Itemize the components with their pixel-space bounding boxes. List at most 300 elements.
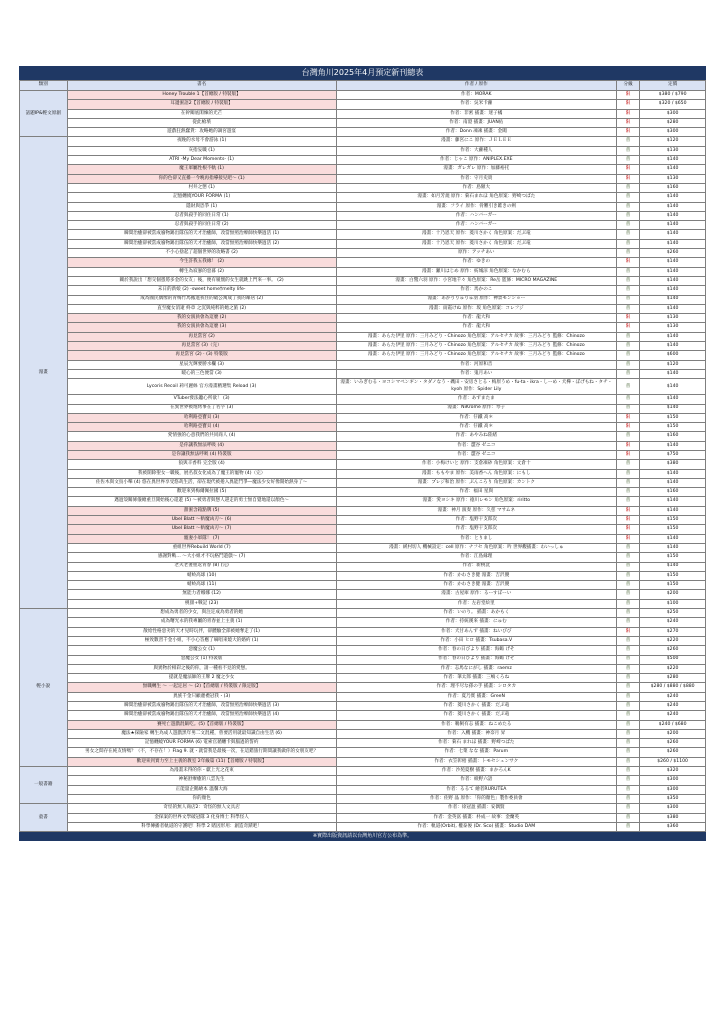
price-cell: $320 xyxy=(640,767,706,776)
class-cell: 普 xyxy=(616,137,639,146)
author-cell: 作者：菱川さかく 插畫：だぶ竜 xyxy=(336,711,616,720)
price-cell: $140 xyxy=(640,469,706,478)
table-row xyxy=(20,748,706,757)
class-cell: 普 xyxy=(616,379,639,395)
price-cell: $600 xyxy=(640,351,706,360)
table-row xyxy=(20,193,706,202)
author-cell: 作者：ハンバーガー xyxy=(336,211,616,220)
class-cell: 普 xyxy=(616,360,639,369)
price-cell: $150 xyxy=(640,581,706,590)
class-cell: 普 xyxy=(616,785,639,794)
title-cell: 惡魔公女 (1) xyxy=(67,646,336,655)
title-cell: 暖心的三色便當 (3) xyxy=(67,369,336,378)
table-row xyxy=(20,664,706,673)
title-cell: Lycoris Recoil 莉可麗絲 官方漫畫精選集 Reload (3) xyxy=(67,379,336,395)
price-cell: $380 xyxy=(640,813,706,822)
category-cell: 童書 xyxy=(20,804,68,832)
author-cell: 作者：いのり。 插畫：あかもく xyxy=(336,609,616,618)
table-row xyxy=(20,813,706,822)
class-cell: 普 xyxy=(616,295,639,304)
title-cell: 記憶纏繞YOUR FORMA (6) 電索官循纏卡與腦過的誓約 xyxy=(67,739,336,748)
author-cell: 作者：佐野 晶 原作：「你的顏色」製作委員會 xyxy=(336,794,616,803)
table-row xyxy=(20,581,706,590)
class-cell: 限 xyxy=(616,109,639,118)
price-cell: $130 xyxy=(640,323,706,332)
price-cell: $380 xyxy=(640,460,706,469)
table-row xyxy=(20,497,706,506)
author-cell: 作者：江島縁理 xyxy=(336,553,616,562)
price-cell: $140 xyxy=(640,562,706,571)
table-row xyxy=(20,525,706,534)
table-row xyxy=(20,729,706,738)
table-row xyxy=(20,118,706,127)
author-cell: 作者：南澄 插畫：JUAN佑 xyxy=(336,118,616,127)
class-cell: 限 xyxy=(616,450,639,459)
title-cell: 愛情強的心意我們的共同商人 (4) xyxy=(67,432,336,441)
author-cell: 作者：左岩堂絵里 xyxy=(336,599,616,608)
class-cell: 普 xyxy=(616,230,639,239)
header-class: 分級 xyxy=(616,81,639,91)
price-cell: $140 xyxy=(640,221,706,230)
author-cell: 漫畫：いみぎむる・ヨコシマペンギン・タダノなう・磯田・安房さとる・梅原うめ・fu-ta・ikra・しーめ・犬樺・ぼげもね・タチ・kyoh 原作：Spider Lily xyxy=(336,379,616,395)
author-cell: 作者：小田 ヒロ 插畫：Tsubasa.V xyxy=(336,636,616,645)
author-cell: 漫畫：十乃恩天 原作：菱川さかく 角色原案：だぶ竜 xyxy=(336,230,616,239)
title-cell: 魔法★探險家 轉生為成人遊戲黑年男二文混種，曾要活用就最知識自由生活 (6) xyxy=(67,729,336,738)
footer-note: ※實際出版資訊請以台灣角川官方公布為準。 xyxy=(19,832,706,841)
author-cell: 漫畫：あらた伊里 原作：三月みどり・Chinozo 角色原案：アルセチカ 故事：三月みどり 監修：Chinozo xyxy=(336,342,616,351)
price-cell: $360 xyxy=(640,822,706,831)
class-cell: 普 xyxy=(616,729,639,738)
class-cell: 普 xyxy=(616,249,639,258)
price-cell: $130 xyxy=(640,174,706,183)
author-cell: 作者：菱川さかく 插畫：だぶ竜 xyxy=(336,702,616,711)
table-row xyxy=(20,478,706,487)
class-cell: 普 xyxy=(616,711,639,720)
author-cell: 作者：とりまし xyxy=(336,534,616,543)
table-row xyxy=(20,553,706,562)
price-cell: $220 xyxy=(640,664,706,673)
class-cell: 普 xyxy=(616,571,639,580)
price-cell: $280 xyxy=(640,118,706,127)
price-cell: $240 xyxy=(640,692,706,701)
table-row xyxy=(20,460,706,469)
title-cell: 成為國民偶像的青梅竹馬搬進我住的破公寓成了我的鄰居 (2) xyxy=(67,295,336,304)
price-cell: $100 xyxy=(640,599,706,608)
title-cell: 忍者與殺手的同住日常 (2) xyxy=(67,221,336,230)
table-row xyxy=(20,342,706,351)
class-cell: 普 xyxy=(616,618,639,627)
price-cell: $160 xyxy=(640,183,706,192)
table-row xyxy=(20,590,706,599)
title-cell: 感謝對戰… ～大小姐才不玩格鬥遊戲～ (7) xyxy=(67,553,336,562)
title-cell: 狼與辛香料 完全版 (4) xyxy=(67,460,336,469)
price-cell: $140 xyxy=(640,369,706,378)
class-cell: 限 xyxy=(616,423,639,432)
title-cell: 老夫老妻重返青春 (8) (完) xyxy=(67,562,336,571)
class-cell: 普 xyxy=(616,304,639,313)
price-cell: $300 xyxy=(640,109,706,118)
table-row xyxy=(20,267,706,276)
class-cell: 限 xyxy=(616,128,639,137)
class-cell: 普 xyxy=(616,432,639,441)
author-cell: 作者：河原和音 xyxy=(336,360,616,369)
table-row xyxy=(20,767,706,776)
title-cell: 隱財與恐爭 (1) xyxy=(67,202,336,211)
author-cell: 作者：島額大 xyxy=(336,183,616,192)
author-cell: 漫畫：瀬川はじめ 原作：紡城涼 角色原案：なかむら xyxy=(336,267,616,276)
title-cell: 你的顏色 xyxy=(67,794,336,803)
table-row xyxy=(20,249,706,258)
author-cell: 漫畫：NiKrome 原作：琴子 xyxy=(336,404,616,413)
price-cell: $130 xyxy=(640,146,706,155)
author-cell: 作者：筆太郎 插畫：三嶋くろね xyxy=(336,674,616,683)
author-cell: 作者：馬かのこ xyxy=(336,286,616,295)
table-row xyxy=(20,128,706,137)
author-cell: 作者：春の日びより 插畫：海鶴 げそ xyxy=(336,646,616,655)
table-row xyxy=(20,239,706,248)
price-cell: $280 xyxy=(640,674,706,683)
price-cell: $220 xyxy=(640,636,706,645)
price-cell: $260 xyxy=(640,646,706,655)
title-cell: 不小心捨起了超個世界的攻略書 (2) xyxy=(67,249,336,258)
title-cell: 極致數習千金小姐，不小心答應了嘀唱來燒大的婚約 (1) xyxy=(67,636,336,645)
class-cell: 限 xyxy=(616,165,639,174)
author-cell: 作者：澀谷 ゼニコ xyxy=(336,441,616,450)
table-row xyxy=(20,395,706,404)
title-cell: 魔王軍屬性根不軌 (1) xyxy=(67,165,336,174)
table-row xyxy=(20,794,706,803)
title-cell: 無能力者娜娜 (12) xyxy=(67,590,336,599)
price-cell: $280 / $880 / $880 xyxy=(640,683,706,692)
title-cell: 末日的新娘 (2) -sweet home†melty life- xyxy=(67,286,336,295)
price-cell: $120 xyxy=(640,137,706,146)
category-cell: 輕小說 xyxy=(20,609,68,767)
table-row xyxy=(20,562,706,571)
release-list-sheet xyxy=(19,66,706,841)
title-cell: 我被開除聖女一職後，展名叔女化成為了魔王的寵物 (4)（完） xyxy=(67,469,336,478)
table-row xyxy=(20,683,706,692)
title-cell: 今生許我五我緣！ (2) xyxy=(67,258,336,267)
title-cell: 瞬間治癒卻被當成廢物踢出隊伍的天才治癒師，改當無照治療師快樂過活 (1) xyxy=(67,230,336,239)
table-row xyxy=(20,369,706,378)
class-cell: 限 xyxy=(616,413,639,422)
title-cell: 歡迎來到實力至上主義的教室 2年級篇 (11)【首總版 / 特裝版】 xyxy=(67,757,336,766)
price-cell: $150 xyxy=(640,516,706,525)
price-cell: $140 xyxy=(640,395,706,404)
table-row xyxy=(20,323,706,332)
table-row xyxy=(20,183,706,192)
table-row xyxy=(20,221,706,230)
author-cell: 漫畫：緩村切人 機械設定：cell 原作：ナフセ 角色原案：吟 世界觀插畫：わいっしゅ xyxy=(336,543,616,552)
table-row xyxy=(20,739,706,748)
table-row xyxy=(20,276,706,285)
title-cell: 我的女演員會為這麼 (3) xyxy=(67,323,336,332)
price-cell: $140 xyxy=(640,379,706,395)
class-cell: 普 xyxy=(616,478,639,487)
author-cell: 作者：大蘿種人 xyxy=(336,146,616,155)
price-cell: $120 xyxy=(640,360,706,369)
title-cell: 再見當宮 (2) xyxy=(67,332,336,341)
title-cell: 正能量企鵝繪本 溫馨大海 xyxy=(67,785,336,794)
author-cell: 作者：七菜 なな 插畫：Parum xyxy=(336,748,616,757)
author-cell: 作者：ハンバーガー xyxy=(336,221,616,230)
table-row xyxy=(20,469,706,478)
title-cell: 是你讓我無法呼吸 (4) 特裝版 xyxy=(67,450,336,459)
table-row xyxy=(20,441,706,450)
table-row xyxy=(20,404,706,413)
author-cell: 漫畫：愛ヨシキ 原作：徳川レモン 角色原案：riritto xyxy=(336,497,616,506)
price-cell: $140 xyxy=(640,230,706,239)
price-cell: $140 xyxy=(640,332,706,341)
title-cell: 星辰光輝要勝水欄 (3) xyxy=(67,360,336,369)
author-cell: 作者：MORAK xyxy=(336,91,616,100)
price-cell: $300 xyxy=(640,785,706,794)
author-cell: 作者：軌道(Orbit), 權泰俊 (Dr. Sco) 插畫：Studio DAM xyxy=(336,822,616,831)
class-cell: 限 xyxy=(616,118,639,127)
author-cell: 漫畫：藤宮にこ 原作：ＪＥＬＥＥ xyxy=(336,137,616,146)
table-row xyxy=(20,804,706,813)
price-cell: $240 xyxy=(640,618,706,627)
author-cell: 作者：守月史貴 xyxy=(336,174,616,183)
class-cell: 普 xyxy=(616,351,639,360)
class-cell: 普 xyxy=(616,497,639,506)
table-row xyxy=(20,720,706,729)
class-cell: 普 xyxy=(616,609,639,618)
price-cell: $260 xyxy=(640,739,706,748)
table-row xyxy=(20,295,706,304)
class-cell: 限 xyxy=(616,91,639,100)
author-cell: 作者：仔鐵 高＊ xyxy=(336,413,616,422)
table-row xyxy=(20,174,706,183)
author-cell: 作者：志馬なにがし 插畫：raemz xyxy=(336,664,616,673)
price-cell: $140 xyxy=(640,193,706,202)
class-cell: 普 xyxy=(616,553,639,562)
author-cell: 作者：理不尽な孫の手 插畫：シロタカ xyxy=(336,683,616,692)
title-cell: 提就是魔法師的王牌 2 魔之少女 xyxy=(67,674,336,683)
table-row xyxy=(20,488,706,497)
author-cell: 漫畫：古屋庫 原作：るーすぼーい xyxy=(336,590,616,599)
class-cell: 普 xyxy=(616,581,639,590)
table-row xyxy=(20,137,706,146)
table-row xyxy=(20,413,706,422)
price-cell: $300 xyxy=(640,776,706,785)
table-row xyxy=(20,534,706,543)
title-cell: 金探案的世界文學破冠隊 3 化身博士 科學怪人 xyxy=(67,813,336,822)
title-cell: 寵妻小軍隊！ (7) xyxy=(67,534,336,543)
class-cell: 普 xyxy=(616,156,639,165)
class-cell: 限 xyxy=(616,323,639,332)
table-row xyxy=(20,785,706,794)
title-cell: 蜻蛉高球 (10) xyxy=(67,571,336,580)
class-cell: 普 xyxy=(616,332,639,341)
author-cell: 原作：アッチあい xyxy=(336,249,616,258)
author-cell: 漫畫：如月芳規 原作：菊石まれほ 角色原案：野崎つばた xyxy=(336,193,616,202)
price-cell: $140 xyxy=(640,286,706,295)
author-cell: 作者：鬼月あい xyxy=(336,369,616,378)
title-cell: 我的女演員會為這麼 (2) xyxy=(67,314,336,323)
author-cell: 作者：澀谷 ゼニコ xyxy=(336,450,616,459)
author-cell: 作者：福田 星與 xyxy=(336,488,616,497)
price-cell: $150 xyxy=(640,571,706,580)
author-cell: 漫畫：フライ 原作：骨難引き錐きの剣 xyxy=(336,202,616,211)
author-cell: 作者：小梅けいと 原作：支倉凍砂 角色原案：文倉十 xyxy=(336,460,616,469)
price-cell: $130 xyxy=(640,314,706,323)
price-cell: $140 xyxy=(640,267,706,276)
class-cell: 普 xyxy=(616,488,639,497)
price-cell: $140 xyxy=(640,202,706,211)
author-cell: 作者：かわさき健 漫畫：吉沢優 xyxy=(336,571,616,580)
table-row xyxy=(20,655,706,664)
table-row xyxy=(20,100,706,109)
author-cell: 作者：入機 插畫：神奈月 昇 xyxy=(336,729,616,738)
class-cell: 普 xyxy=(616,739,639,748)
title-cell: 惡魔公女 (1) 特裝版 xyxy=(67,655,336,664)
title-cell: 瞬間治癒卻被當成廢物踢出隊伍的天才治癒師，改當無照治療師快樂過活 (2) xyxy=(67,239,336,248)
author-cell: 作者：夏乃實 插畫：GreeN xyxy=(336,692,616,701)
author-cell: 作者：鵜飼有志 插畫：ねこめたる xyxy=(336,720,616,729)
author-cell: 作者：吳米卡蘿 xyxy=(336,100,616,109)
title-cell: 關於我說出「想交個憑將多金的女友」後，便有履懷的女生就跳上門來一事。 (2) xyxy=(67,276,336,285)
price-cell: $320 / $650 xyxy=(640,100,706,109)
class-cell: 普 xyxy=(616,183,639,192)
category-cell: 話題IP&輕文原創 xyxy=(20,91,68,137)
title-cell: 記憶纏繞YOUR FORMA (1) xyxy=(67,193,336,202)
title-cell: 夜晚的水母不會游泳 (1) xyxy=(67,137,336,146)
table-row xyxy=(20,286,706,295)
price-cell: $140 xyxy=(640,295,706,304)
author-cell: 作者：あやみね陸緒 xyxy=(336,432,616,441)
title-cell: 從此槍墳 xyxy=(67,118,336,127)
title-cell: 重組世界Rebuild World (7) xyxy=(67,543,336,552)
title-cell: 與異物於相彩之後的你，請一種看不見的愛戀。 xyxy=(67,664,336,673)
title-cell: 是你讓我無法呼吸 (4) xyxy=(67,441,336,450)
class-cell: 普 xyxy=(616,369,639,378)
class-cell: 普 xyxy=(616,655,639,664)
class-cell: 普 xyxy=(616,562,639,571)
title-cell: 科學傳播者軌道的守護吧！科學 2 賭因形用：創造奇蹟吧！ xyxy=(67,822,336,831)
page-title: 台灣角川2025年4月預定新刊總表 xyxy=(19,66,706,80)
class-cell: 普 xyxy=(616,193,639,202)
price-cell: $140 xyxy=(640,156,706,165)
price-cell: $380 / $790 xyxy=(640,91,706,100)
author-cell: 漫畫：十乃恩天 原作：菱川さかく 角色原案：だぶ竜 xyxy=(336,239,616,248)
author-cell: 作者：仔鐵 高＊ xyxy=(336,423,616,432)
author-cell: 作者：塩野干支郎次 xyxy=(336,525,616,534)
title-cell: 蜻蛉高球 (11) xyxy=(67,581,336,590)
title-cell: 忍者與殺手的同住日常 (1) xyxy=(67,211,336,220)
class-cell: 普 xyxy=(616,720,639,729)
author-cell: 作者：春の日びより 插畫：海鶴 げそ xyxy=(336,655,616,664)
class-cell: 普 xyxy=(616,286,639,295)
table-row xyxy=(20,314,706,323)
table-row xyxy=(20,599,706,608)
class-cell: 普 xyxy=(616,664,639,673)
table-row xyxy=(20,360,706,369)
author-cell: 漫畫：白鷺六羽 原作：小宮地千々 角色原案：Re岳 監修：MICRO MAGAZINE xyxy=(336,276,616,285)
author-cell: 作者：ゆきの xyxy=(336,258,616,267)
price-cell: $200 xyxy=(640,729,706,738)
author-cell: 漫畫：ももやま 原作：美雨香へん 角色原案：にもし xyxy=(336,469,616,478)
table-row xyxy=(20,146,706,155)
table-row xyxy=(20,351,706,360)
table-row xyxy=(20,91,706,100)
table-row xyxy=(20,776,706,785)
title-cell: 散給性格惡劣的天才兒時玩伴，卻體驗全部被她奪走了(1) xyxy=(67,627,336,636)
title-cell: 哈利路亞寶貝 (4) xyxy=(67,423,336,432)
title-cell: 瞬間治癒卻被當成廢物踢出隊伍的天才治癒師，改當無照治療師快樂過活 (4) xyxy=(67,711,336,720)
title-cell: Ubel Blatt ～斬魔凶刃～ (7) xyxy=(67,525,336,534)
table-row xyxy=(20,627,706,636)
class-cell: 普 xyxy=(616,646,639,655)
class-cell: 普 xyxy=(616,543,639,552)
price-cell: $240 xyxy=(640,711,706,720)
header-author: 作者 / 原作 xyxy=(336,81,616,91)
table-row xyxy=(20,674,706,683)
table-body xyxy=(20,91,706,832)
category-cell: 漫畫 xyxy=(20,137,68,609)
price-cell: $500 xyxy=(640,655,706,664)
price-cell: $140 xyxy=(640,258,706,267)
class-cell: 普 xyxy=(616,211,639,220)
price-cell: $750 xyxy=(640,450,706,459)
title-cell: 賽死亡遊戲混飯吃。(5)【首總版 / 特裝版】 xyxy=(67,720,336,729)
table-row xyxy=(20,423,706,432)
price-cell: $140 xyxy=(640,441,706,450)
class-cell: 普 xyxy=(616,342,639,351)
class-cell: 普 xyxy=(616,267,639,276)
price-cell: $260 xyxy=(640,249,706,258)
class-cell: 普 xyxy=(616,590,639,599)
class-cell: 普 xyxy=(616,813,639,822)
class-cell: 普 xyxy=(616,202,639,211)
author-cell: 作者：るるて 繪者RURUTEA xyxy=(336,785,616,794)
author-cell: 作者：沙苑夏樹 插畫：まかろんK xyxy=(336,767,616,776)
title-cell: 甜蜜含箱點牌 (5) xyxy=(67,506,336,515)
title-cell: 耳邊蜜語2【首總版 / 特裝版】 xyxy=(67,100,336,109)
price-cell: $150 xyxy=(640,553,706,562)
class-cell: 限 xyxy=(616,441,639,450)
title-cell: 異族千金只顧慮禮冠我・(3) xyxy=(67,692,336,701)
table-row xyxy=(20,609,706,618)
table-row xyxy=(20,202,706,211)
price-cell: $140 xyxy=(640,404,706,413)
price-cell: $140 xyxy=(640,239,706,248)
class-cell: 限 xyxy=(616,516,639,525)
table-row xyxy=(20,304,706,313)
author-cell: 作者：菊石 まれほ 插畫：野崎つばた xyxy=(336,739,616,748)
price-cell: $350 xyxy=(640,794,706,803)
title-cell: 歡迎來到梅爾佩拉國 (5) xyxy=(67,488,336,497)
class-cell: 限 xyxy=(616,627,639,636)
category-cell: 一般書籍 xyxy=(20,767,68,804)
price-cell: $260 xyxy=(640,748,706,757)
class-cell: 普 xyxy=(616,804,639,813)
title-cell: 村井之戀 (1) xyxy=(67,183,336,192)
author-cell: 作者：持統漢來 插畫：にゅむ xyxy=(336,618,616,627)
title-cell: 在幹關底閑煉的光芒 xyxy=(67,109,336,118)
title-cell: 轉生為寂寥的惡暮 (2) xyxy=(67,267,336,276)
price-cell: $140 xyxy=(640,304,706,313)
table-row xyxy=(20,156,706,165)
price-cell: $240 / $680 xyxy=(640,720,706,729)
author-cell: 漫畫：あらた伊里 原作：三月みどり・Chinozo 角色原案：アルセチカ 故事：三月みどり 監修：Chinozo xyxy=(336,351,616,360)
price-cell: $140 xyxy=(640,534,706,543)
title-cell: 奇怪的無人商店2：奇怪的無人文具店 xyxy=(67,804,336,813)
title-cell: 桃甜+戰記 (23) xyxy=(67,599,336,608)
title-cell: 成為曙光永的我專屬的青春並上主義 (1) xyxy=(67,618,336,627)
title-cell: 佐佐木與文鳥小嗶 (4) 悠在異世界享受悠哉生活，卻在現代被捲入異能鬥爭—魔法少女好像開始熱身了～ xyxy=(67,478,336,487)
price-cell: $140 xyxy=(640,165,706,174)
